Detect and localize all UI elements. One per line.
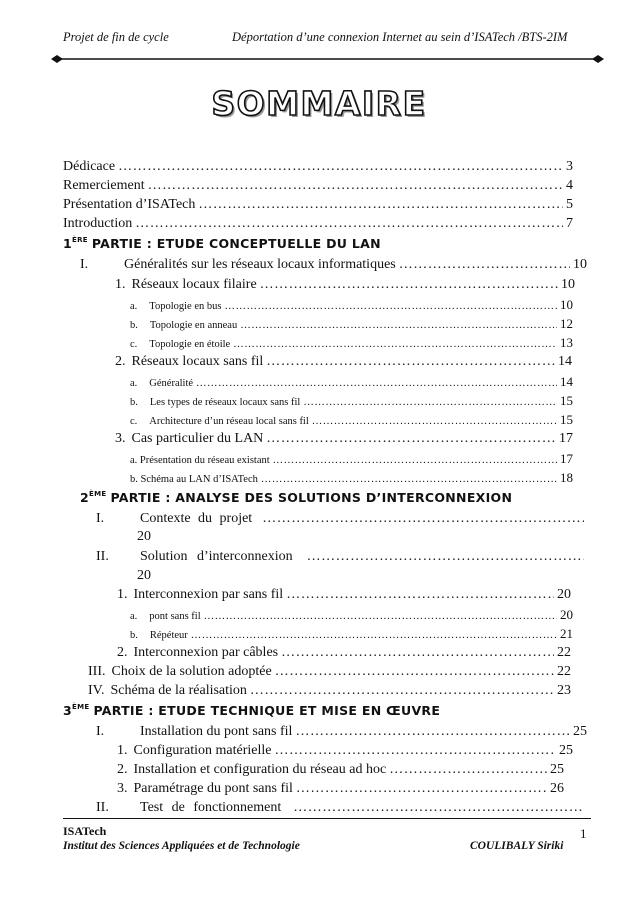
part-heading[interactable]: 1ÈRE PARTIE : ETUDE CONCEPTUELLE DU LAN <box>63 236 381 251</box>
toc-entry[interactable]: II. Test de fonctionnement ………………………………………………………………………………………………………………………………………………………………………… <box>96 800 587 816</box>
toc-entry[interactable]: I. Généralités sur les réseaux locaux informatiques ………………………………………………………………………………………………………………………………………………………………………… 10 <box>80 257 587 273</box>
toc-entry[interactable]: Remerciement ………………………………………………………………………………………………………………………………………………………………………… 4 <box>63 178 573 194</box>
toc-entry[interactable]: 2. Réseaux locaux sans fil ………………………………………………………………………………………………………………………………………………………………………… 14 <box>115 354 572 370</box>
toc-entry[interactable]: a. pont sans fil ………………………………………………………………………………………………………………………………………………………………………… 20 <box>130 607 573 623</box>
toc-entry[interactable]: b. Les types de réseaux locaux sans fil ………………………………………………………………………………………………………………………………………………………………………… 15 <box>130 393 573 409</box>
toc-entry[interactable]: b. Schéma au LAN d’ISATech ………………………………………………………………………………………………………………………………………………………………………… 18 <box>130 470 573 486</box>
header-rule <box>50 52 605 66</box>
part-heading[interactable]: 3ÈME PARTIE : ETUDE TECHNIQUE ET MISE EN ŒUVRE <box>63 703 441 718</box>
toc-entry[interactable]: I. Contexte du projet ………………………………………………………………………………………………………………………………………………………………………… <box>96 511 587 527</box>
toc-entry-page: 20 <box>137 529 151 544</box>
page-title: SOMMAIRE <box>211 84 427 123</box>
toc-entry[interactable]: c. Architecture d’un réseau local sans fil ………………………………………………………………………………………………………………………………………………………………………… 15 <box>130 412 573 428</box>
toc-entry[interactable]: II. Solution d’interconnexion ………………………………………………………………………………………………………………………………………………………………………… <box>96 549 587 565</box>
toc-entry[interactable]: 3. Cas particulier du LAN ………………………………………………………………………………………………………………………………………………………………………… 17 <box>115 431 573 447</box>
footer-author: COULIBALY Siriki <box>470 840 564 852</box>
toc-entry-page: 20 <box>137 568 151 583</box>
toc-entry[interactable]: 1. Configuration matérielle ………………………………………………………………………………………………………………………………………………………………………… 25 <box>117 743 573 759</box>
toc-entry[interactable]: 3. Paramétrage du pont sans fil ………………………………………………………………………………………………………………………………………………………………………… 26 <box>117 781 564 797</box>
part-heading[interactable]: 2ÈME PARTIE : ANALYSE DES SOLUTIONS D’INTERCONNEXION <box>80 490 513 505</box>
toc-entry[interactable]: b. Répéteur ………………………………………………………………………………………………………………………………………………………………………… 21 <box>130 626 573 642</box>
toc-entry[interactable]: 2. Installation et configuration du réseau ad hoc ………………………………………………………………………………………………………………………………………………………………………… 25 <box>117 762 564 778</box>
toc-entry[interactable]: b. Topologie en anneau ………………………………………………………………………………………………………………………………………………………………………… 12 <box>130 316 573 332</box>
toc-entry[interactable]: I. Installation du pont sans fil ………………………………………………………………………………………………………………………………………………………………………… 25 <box>96 724 587 740</box>
header-project: Projet de fin de cycle <box>63 30 169 44</box>
toc-entry[interactable]: 2. Interconnexion par câbles ………………………………………………………………………………………………………………………………………………………………………… 22 <box>117 645 571 661</box>
toc-entry[interactable]: III. Choix de la solution adoptée ………………………………………………………………………………………………………………………………………………………………………… 22 <box>88 664 571 680</box>
footer-org-full: Institut des Sciences Appliquées et de Technologie <box>63 840 300 852</box>
header-subject: Déportation d’une connexion Internet au sein d’ISATech /BTS-2IM <box>232 30 568 44</box>
toc-entry[interactable]: a. Présentation du réseau existant ………………………………………………………………………………………………………………………………………………………………………… 17 <box>130 451 573 467</box>
toc-entry[interactable]: IV. Schéma de la réalisation ………………………………………………………………………………………………………………………………………………………………………… 23 <box>88 683 571 699</box>
footer-rule <box>63 818 591 819</box>
toc-entry[interactable]: a. Généralité ………………………………………………………………………………………………………………………………………………………………………… 14 <box>130 374 573 390</box>
toc-entry[interactable]: Présentation d’ISATech ………………………………………………………………………………………………………………………………………………………………………… 5 <box>63 197 573 213</box>
page-number: 1 <box>580 826 587 841</box>
footer-org: ISATech <box>63 824 107 838</box>
toc-entry[interactable]: Introduction ………………………………………………………………………………………………………………………………………………………………………… 7 <box>63 216 573 232</box>
toc-entry[interactable]: a. Topologie en bus ………………………………………………………………………………………………………………………………………………………………………… 10 <box>130 297 573 313</box>
toc-entry[interactable]: 1. Interconnexion par sans fil ………………………………………………………………………………………………………………………………………………………………………… 20 <box>117 587 571 603</box>
toc-entry[interactable]: 1. Réseaux locaux filaire ………………………………………………………………………………………………………………………………………………………………………… 10 <box>115 277 575 293</box>
toc-entry[interactable]: c. Topologie en étoile ………………………………………………………………………………………………………………………………………………………………………… 13 <box>130 335 573 351</box>
toc-entry[interactable]: Dédicace ………………………………………………………………………………………………………………………………………………………………………… 3 <box>63 159 573 175</box>
